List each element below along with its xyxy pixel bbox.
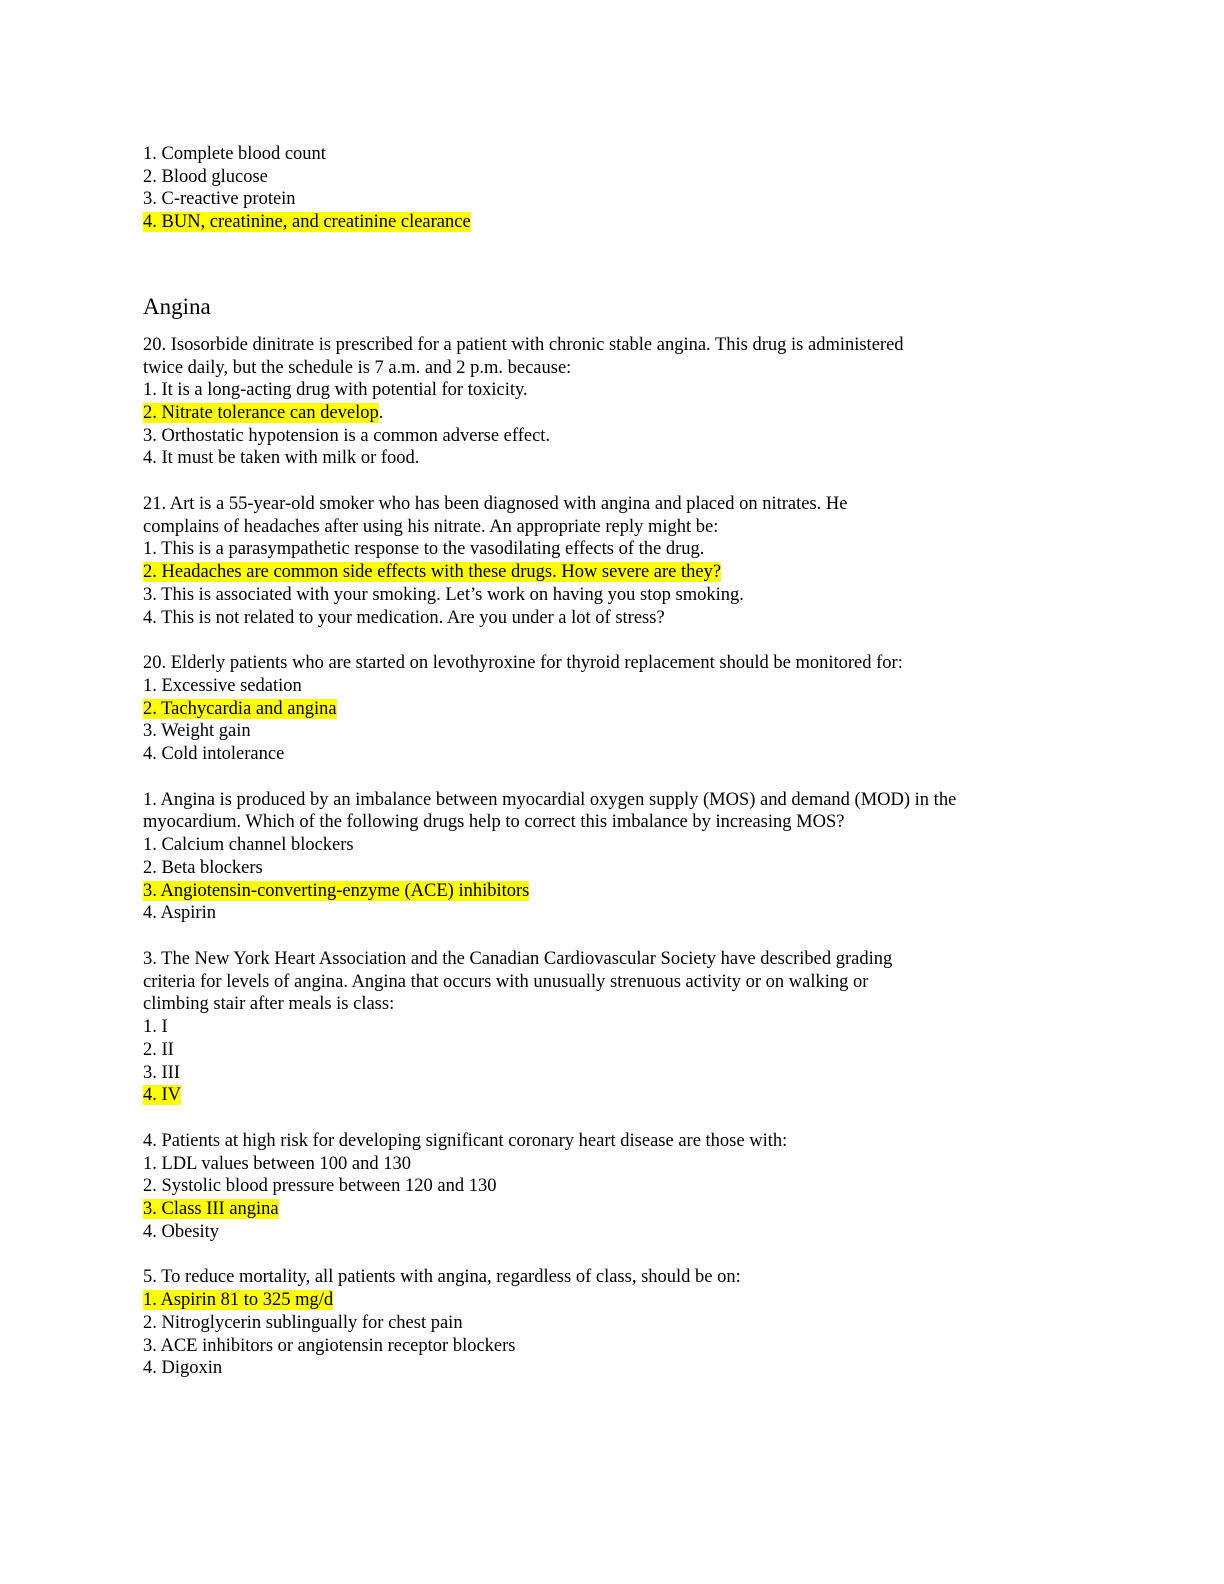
highlighted-answer: 4. IV: [143, 1085, 182, 1106]
answer-suffix: .: [378, 402, 384, 423]
question-stem: 20. Isosorbide dinitrate is prescribed for a patient with chronic stable angina. This drug is administered: [143, 334, 904, 355]
question-block: [143, 493, 1103, 629]
answer-option: [143, 902, 1103, 925]
intro-options: [143, 143, 1103, 234]
answer-option: [143, 1312, 1103, 1335]
answer-text: 2. Beta blockers: [143, 857, 263, 878]
question-stem: myocardium. Which of the following drugs help to correct this imbalance by increasing MOS?: [143, 812, 845, 833]
question-block: [143, 948, 1103, 1107]
question-stem: 5. To reduce mortality, all patients with angina, regardless of class, should be on:: [143, 1267, 741, 1288]
answer-text: 4. This is not related to your medication. Are you under a lot of stress?: [143, 607, 665, 628]
answer-text: 3. C-reactive protein: [143, 189, 296, 210]
answer-option: [143, 1175, 1103, 1198]
question-block: [143, 1130, 1103, 1244]
answer-text: 4. Aspirin: [143, 903, 216, 924]
answer-option: [143, 1198, 1103, 1221]
answer-option: [143, 1062, 1103, 1085]
answer-text: 4. Obesity: [143, 1221, 220, 1242]
answer-option: [143, 857, 1103, 880]
answer-text: 2. Nitroglycerin sublingually for chest pain: [143, 1312, 463, 1333]
answer-option: [143, 1084, 1103, 1107]
answer-option: [143, 607, 1103, 630]
answer-option: [143, 1221, 1103, 1244]
answer-text: 3. III: [143, 1062, 180, 1083]
answer-option: [143, 1039, 1103, 1062]
answer-option: [143, 880, 1103, 903]
question-stem: 20. Elderly patients who are started on levothyroxine for thyroid replacement should be monitored for:: [143, 653, 903, 674]
highlighted-answer: 2. Tachycardia and angina: [143, 698, 337, 719]
answer-option: [143, 1357, 1103, 1380]
answer-option: [143, 1153, 1103, 1176]
question-stem: climbing stair after meals is class:: [143, 994, 395, 1015]
answer-option: [143, 402, 1103, 425]
answer-text: 1. Calcium channel blockers: [143, 835, 354, 856]
answer-text: 4. Cold intolerance: [143, 744, 285, 765]
answer-option: [143, 379, 1103, 402]
answer-option: [143, 143, 1103, 166]
highlighted-answer: 4. BUN, creatinine, and creatinine clearance: [143, 212, 471, 233]
answer-option: [143, 188, 1103, 211]
question-stem: 1. Angina is produced by an imbalance between myocardial oxygen supply (MOS) and demand (MOD) in the: [143, 789, 957, 810]
answer-text: 3. This is associated with your smoking. Let’s work on having you stop smoking.: [143, 584, 744, 605]
answer-text: 4. Digoxin: [143, 1358, 223, 1379]
question-stem: 3. The New York Heart Association and the Canadian Cardiovascular Society have described grading: [143, 948, 893, 969]
question-block: [143, 789, 1103, 925]
answer-option: [143, 166, 1103, 189]
section-title: Angina: [143, 293, 211, 319]
answer-text: 1. It is a long-acting drug with potential for toxicity.: [143, 380, 528, 401]
answer-option: [143, 425, 1103, 448]
question-stem: criteria for levels of angina. Angina that occurs with unusually strenuous activity or on walking or: [143, 971, 869, 992]
highlighted-answer: 2. Headaches are common side effects with these drugs. How severe are they?: [143, 562, 722, 583]
answer-text: 4. It must be taken with milk or food.: [143, 448, 420, 469]
question-block: [143, 334, 1103, 470]
question-stem: complains of headaches after using his nitrate. An appropriate reply might be:: [143, 516, 719, 537]
question-block: [143, 652, 1103, 766]
answer-text: 1. LDL values between 100 and 130: [143, 1153, 412, 1174]
answer-text: 3. Orthostatic hypotension is a common adverse effect.: [143, 425, 551, 446]
answer-text: 2. Systolic blood pressure between 120 and 130: [143, 1176, 497, 1197]
highlighted-answer: 2. Nitrate tolerance can develop: [143, 402, 379, 423]
answer-option: [143, 538, 1103, 561]
document-page: [143, 143, 1103, 1380]
answer-text: 1. Excessive sedation: [143, 675, 302, 696]
answer-option: [143, 447, 1103, 470]
answer-option: [143, 720, 1103, 743]
answer-text: 3. Weight gain: [143, 721, 251, 742]
answer-option: [143, 743, 1103, 766]
question-stem: 21. Art is a 55-year-old smoker who has been diagnosed with angina and placed on nitrates. He: [143, 494, 848, 515]
answer-text: 1. This is a parasympathetic response to the vasodilating effects of the drug.: [143, 539, 705, 560]
highlighted-answer: 1. Aspirin 81 to 325 mg/d: [143, 1290, 334, 1311]
answer-text: 2. II: [143, 1039, 174, 1060]
answer-option: [143, 1335, 1103, 1358]
answer-text: 3. ACE inhibitors or angiotensin receptor blockers: [143, 1335, 516, 1356]
highlighted-answer: 3. Angiotensin-converting-enzyme (ACE) inhibitors: [143, 880, 530, 901]
answer-option: [143, 834, 1103, 857]
answer-text: 1. I: [143, 1017, 168, 1038]
answer-option: [143, 561, 1103, 584]
answer-option: [143, 584, 1103, 607]
answer-text: 2. Blood glucose: [143, 166, 268, 187]
answer-option: [143, 211, 1103, 234]
answer-option: [143, 1016, 1103, 1039]
question-block: [143, 1266, 1103, 1380]
answer-option: [143, 1289, 1103, 1312]
answer-option: [143, 675, 1103, 698]
question-stem: twice daily, but the schedule is 7 a.m. and 2 p.m. because:: [143, 357, 572, 378]
answer-text: 1. Complete blood count: [143, 144, 326, 164]
highlighted-answer: 3. Class III angina: [143, 1199, 279, 1220]
question-stem: 4. Patients at high risk for developing significant coronary heart disease are those with:: [143, 1130, 788, 1151]
question-list: [143, 334, 1103, 1380]
answer-option: [143, 698, 1103, 721]
